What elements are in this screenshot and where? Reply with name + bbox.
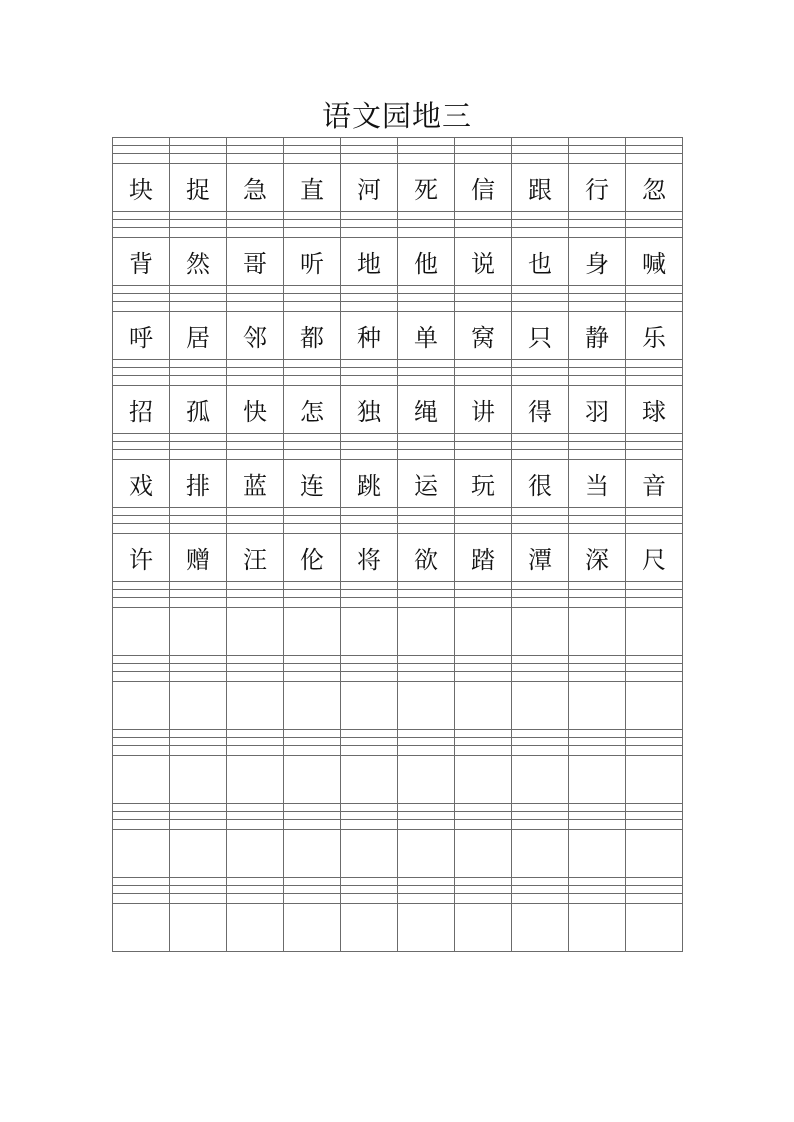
character-cell: 连 — [284, 460, 341, 508]
character-cell — [284, 830, 341, 878]
pinyin-cell — [398, 582, 455, 608]
character-cell: 将 — [341, 534, 398, 582]
grid-row — [113, 286, 683, 360]
pinyin-cell — [626, 804, 683, 830]
character-cell: 忽 — [626, 164, 683, 212]
pinyin-cell — [626, 508, 683, 534]
character-cell: 乐 — [626, 312, 683, 360]
pinyin-cell — [569, 434, 626, 460]
pinyin-cell — [170, 138, 227, 164]
grid-row — [113, 804, 683, 878]
character-cell: 孤 — [170, 386, 227, 434]
pinyin-cell — [284, 582, 341, 608]
pinyin-cell — [284, 286, 341, 312]
character-cell: 讲 — [455, 386, 512, 434]
pinyin-line-row — [113, 212, 683, 238]
character-cell — [227, 830, 284, 878]
pinyin-cell — [284, 878, 341, 904]
character-cell — [398, 904, 455, 952]
pinyin-cell — [341, 360, 398, 386]
character-cell — [113, 904, 170, 952]
grid-row — [113, 508, 683, 582]
character-cell: 跟 — [512, 164, 569, 212]
character-cell: 急 — [227, 164, 284, 212]
pinyin-cell — [512, 804, 569, 830]
pinyin-cell — [512, 730, 569, 756]
pinyin-cell — [626, 138, 683, 164]
pinyin-cell — [626, 212, 683, 238]
pinyin-cell — [398, 434, 455, 460]
pinyin-cell — [113, 286, 170, 312]
character-cell — [455, 756, 512, 804]
character-cell: 玩 — [455, 460, 512, 508]
character-row — [113, 830, 683, 878]
character-cell: 都 — [284, 312, 341, 360]
pinyin-line-row — [113, 656, 683, 682]
pinyin-cell — [398, 508, 455, 534]
character-cell: 欲 — [398, 534, 455, 582]
character-cell: 跳 — [341, 460, 398, 508]
character-cell — [398, 608, 455, 656]
character-cell: 许 — [113, 534, 170, 582]
pinyin-cell — [512, 434, 569, 460]
character-cell: 背 — [113, 238, 170, 286]
pinyin-cell — [569, 360, 626, 386]
pinyin-cell — [227, 434, 284, 460]
character-cell: 说 — [455, 238, 512, 286]
pinyin-cell — [626, 730, 683, 756]
pinyin-cell — [455, 360, 512, 386]
pinyin-cell — [113, 138, 170, 164]
character-cell — [398, 830, 455, 878]
pinyin-cell — [341, 286, 398, 312]
character-cell — [341, 756, 398, 804]
character-cell — [227, 608, 284, 656]
character-cell: 赠 — [170, 534, 227, 582]
pinyin-cell — [512, 878, 569, 904]
character-cell — [113, 682, 170, 730]
character-cell: 然 — [170, 238, 227, 286]
character-cell: 邻 — [227, 312, 284, 360]
character-cell — [569, 608, 626, 656]
character-cell: 戏 — [113, 460, 170, 508]
character-cell: 招 — [113, 386, 170, 434]
pinyin-cell — [227, 656, 284, 682]
pinyin-cell — [113, 804, 170, 830]
pinyin-cell — [113, 730, 170, 756]
character-cell — [113, 756, 170, 804]
character-cell: 也 — [512, 238, 569, 286]
pinyin-cell — [284, 434, 341, 460]
pinyin-cell — [170, 508, 227, 534]
pinyin-cell — [512, 212, 569, 238]
character-cell: 汪 — [227, 534, 284, 582]
character-cell: 行 — [569, 164, 626, 212]
character-cell: 哥 — [227, 238, 284, 286]
character-cell — [341, 608, 398, 656]
pinyin-cell — [113, 656, 170, 682]
pinyin-cell — [113, 360, 170, 386]
pinyin-cell — [284, 138, 341, 164]
character-cell: 种 — [341, 312, 398, 360]
character-cell — [113, 608, 170, 656]
character-row — [113, 312, 683, 360]
pinyin-cell — [113, 434, 170, 460]
character-cell — [626, 830, 683, 878]
pinyin-cell — [455, 286, 512, 312]
grid-row — [113, 138, 683, 212]
character-cell — [284, 756, 341, 804]
pinyin-cell — [170, 730, 227, 756]
character-cell — [455, 904, 512, 952]
pinyin-cell — [398, 212, 455, 238]
character-cell — [284, 608, 341, 656]
pinyin-cell — [512, 582, 569, 608]
character-cell: 独 — [341, 386, 398, 434]
pinyin-cell — [569, 656, 626, 682]
pinyin-cell — [170, 212, 227, 238]
pinyin-cell — [227, 286, 284, 312]
pinyin-cell — [626, 656, 683, 682]
character-cell: 块 — [113, 164, 170, 212]
pinyin-cell — [398, 138, 455, 164]
grid-row — [113, 212, 683, 286]
character-cell — [455, 830, 512, 878]
pinyin-cell — [170, 286, 227, 312]
character-cell: 音 — [626, 460, 683, 508]
character-cell — [170, 682, 227, 730]
character-row — [113, 756, 683, 804]
pinyin-cell — [341, 582, 398, 608]
pinyin-line-row — [113, 360, 683, 386]
character-cell — [170, 904, 227, 952]
character-cell — [512, 830, 569, 878]
character-cell — [398, 756, 455, 804]
character-cell: 怎 — [284, 386, 341, 434]
character-cell: 喊 — [626, 238, 683, 286]
pinyin-line-row — [113, 878, 683, 904]
character-row — [113, 238, 683, 286]
character-row — [113, 608, 683, 656]
character-cell — [398, 682, 455, 730]
character-cell: 听 — [284, 238, 341, 286]
pinyin-cell — [398, 656, 455, 682]
character-row — [113, 164, 683, 212]
practice-grid — [112, 137, 683, 952]
pinyin-cell — [341, 508, 398, 534]
pinyin-cell — [284, 730, 341, 756]
character-row — [113, 386, 683, 434]
pinyin-cell — [455, 138, 512, 164]
character-cell: 潭 — [512, 534, 569, 582]
character-cell: 蓝 — [227, 460, 284, 508]
character-cell: 伦 — [284, 534, 341, 582]
character-cell: 只 — [512, 312, 569, 360]
character-cell: 窝 — [455, 312, 512, 360]
character-cell — [341, 682, 398, 730]
pinyin-line-row — [113, 138, 683, 164]
character-cell — [512, 904, 569, 952]
character-row — [113, 534, 683, 582]
pinyin-cell — [341, 656, 398, 682]
character-row — [113, 682, 683, 730]
grid-row — [113, 434, 683, 508]
worksheet-title: 语文园地三 — [321, 99, 472, 133]
character-cell: 羽 — [569, 386, 626, 434]
character-row — [113, 904, 683, 952]
character-cell: 踏 — [455, 534, 512, 582]
pinyin-cell — [512, 508, 569, 534]
pinyin-cell — [170, 804, 227, 830]
pinyin-cell — [341, 804, 398, 830]
character-cell — [626, 682, 683, 730]
character-cell: 单 — [398, 312, 455, 360]
character-cell: 捉 — [170, 164, 227, 212]
pinyin-cell — [341, 138, 398, 164]
pinyin-cell — [569, 878, 626, 904]
pinyin-cell — [170, 878, 227, 904]
pinyin-cell — [170, 582, 227, 608]
character-cell: 深 — [569, 534, 626, 582]
character-cell — [170, 830, 227, 878]
character-cell — [284, 904, 341, 952]
character-cell — [569, 904, 626, 952]
character-cell — [170, 756, 227, 804]
pinyin-cell — [569, 508, 626, 534]
pinyin-cell — [341, 878, 398, 904]
pinyin-cell — [455, 730, 512, 756]
character-cell — [227, 756, 284, 804]
character-cell — [455, 608, 512, 656]
character-cell: 信 — [455, 164, 512, 212]
character-cell: 直 — [284, 164, 341, 212]
character-cell — [170, 608, 227, 656]
character-cell — [341, 830, 398, 878]
pinyin-cell — [455, 434, 512, 460]
pinyin-cell — [626, 286, 683, 312]
pinyin-line-row — [113, 286, 683, 312]
character-cell: 死 — [398, 164, 455, 212]
character-cell: 快 — [227, 386, 284, 434]
character-cell: 地 — [341, 238, 398, 286]
pinyin-cell — [341, 212, 398, 238]
pinyin-line-row — [113, 508, 683, 534]
character-cell: 静 — [569, 312, 626, 360]
character-cell — [512, 682, 569, 730]
grid-row — [113, 582, 683, 656]
character-row — [113, 460, 683, 508]
character-cell: 身 — [569, 238, 626, 286]
pinyin-line-row — [113, 804, 683, 830]
pinyin-cell — [227, 878, 284, 904]
pinyin-cell — [455, 508, 512, 534]
pinyin-cell — [398, 286, 455, 312]
pinyin-cell — [284, 804, 341, 830]
pinyin-cell — [341, 434, 398, 460]
pinyin-cell — [569, 212, 626, 238]
pinyin-cell — [569, 286, 626, 312]
grid-row — [113, 878, 683, 952]
character-cell: 当 — [569, 460, 626, 508]
character-cell — [455, 682, 512, 730]
pinyin-cell — [398, 804, 455, 830]
pinyin-cell — [227, 582, 284, 608]
pinyin-cell — [512, 360, 569, 386]
character-cell: 绳 — [398, 386, 455, 434]
pinyin-cell — [569, 804, 626, 830]
pinyin-line-row — [113, 730, 683, 756]
pinyin-cell — [398, 360, 455, 386]
pinyin-cell — [113, 212, 170, 238]
pinyin-cell — [512, 286, 569, 312]
character-cell — [341, 904, 398, 952]
pinyin-cell — [626, 582, 683, 608]
character-cell — [284, 682, 341, 730]
character-cell: 球 — [626, 386, 683, 434]
character-cell — [512, 608, 569, 656]
pinyin-cell — [455, 582, 512, 608]
character-cell — [569, 682, 626, 730]
pinyin-cell — [170, 656, 227, 682]
pinyin-cell — [569, 138, 626, 164]
grid-row — [113, 730, 683, 804]
pinyin-cell — [455, 212, 512, 238]
grid-row — [113, 360, 683, 434]
pinyin-cell — [626, 878, 683, 904]
pinyin-cell — [227, 212, 284, 238]
character-cell: 尺 — [626, 534, 683, 582]
pinyin-cell — [284, 360, 341, 386]
character-cell: 很 — [512, 460, 569, 508]
pinyin-cell — [227, 360, 284, 386]
character-cell: 运 — [398, 460, 455, 508]
pinyin-line-row — [113, 434, 683, 460]
character-cell — [626, 756, 683, 804]
character-cell: 呼 — [113, 312, 170, 360]
pinyin-cell — [227, 804, 284, 830]
pinyin-cell — [512, 656, 569, 682]
pinyin-cell — [227, 138, 284, 164]
pinyin-cell — [455, 656, 512, 682]
character-cell: 排 — [170, 460, 227, 508]
character-cell — [569, 756, 626, 804]
pinyin-cell — [626, 434, 683, 460]
pinyin-cell — [341, 730, 398, 756]
pinyin-cell — [455, 804, 512, 830]
pinyin-cell — [284, 508, 341, 534]
pinyin-cell — [113, 878, 170, 904]
pinyin-cell — [512, 138, 569, 164]
character-cell — [569, 830, 626, 878]
pinyin-cell — [284, 212, 341, 238]
character-cell: 居 — [170, 312, 227, 360]
character-cell — [626, 904, 683, 952]
pinyin-cell — [569, 582, 626, 608]
character-cell — [512, 756, 569, 804]
character-cell — [227, 682, 284, 730]
pinyin-cell — [284, 656, 341, 682]
pinyin-cell — [227, 508, 284, 534]
character-cell: 他 — [398, 238, 455, 286]
character-cell — [113, 830, 170, 878]
character-cell — [227, 904, 284, 952]
character-cell — [626, 608, 683, 656]
pinyin-cell — [170, 360, 227, 386]
pinyin-cell — [170, 434, 227, 460]
character-cell: 河 — [341, 164, 398, 212]
pinyin-line-row — [113, 582, 683, 608]
pinyin-cell — [113, 508, 170, 534]
pinyin-cell — [455, 878, 512, 904]
pinyin-cell — [113, 582, 170, 608]
grid-row — [113, 656, 683, 730]
pinyin-cell — [569, 730, 626, 756]
pinyin-cell — [626, 360, 683, 386]
pinyin-cell — [398, 878, 455, 904]
character-cell: 得 — [512, 386, 569, 434]
pinyin-cell — [398, 730, 455, 756]
pinyin-cell — [227, 730, 284, 756]
